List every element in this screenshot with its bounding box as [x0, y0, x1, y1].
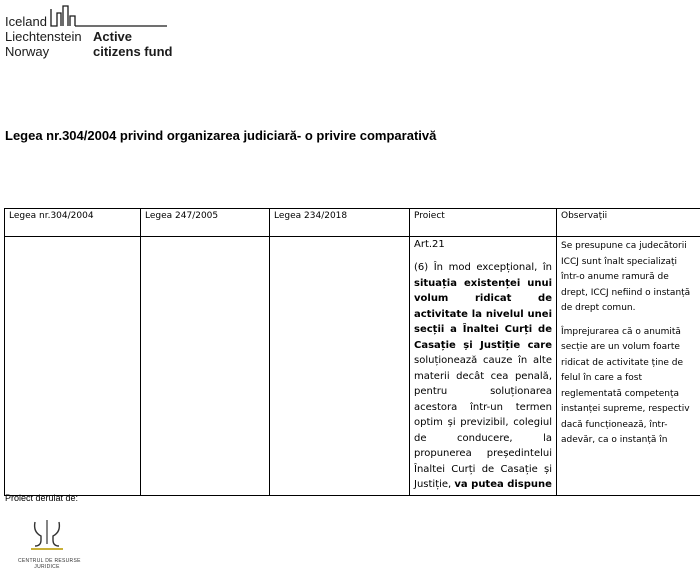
observation-paragraph: Împrejurarea că o anumită secție are un volum foarte ridicat de activitate ține de felul în care a fost reglementată competența instanței supreme, respectiv dacă funcționează, într-adevăr, ca o instanță în [561, 326, 690, 445]
document-title: Legea nr.304/2004 privind organizarea judiciară- o privire comparativă [5, 128, 437, 143]
fund-line-1: Active [93, 29, 133, 44]
crj-name-line-2: JURIDICE [34, 564, 60, 570]
proiect-text-bold: situația existenței unui volum ridicat de activitate la nivelul unei secții a Înaltei Curți de Casație și Justiție care [414, 277, 552, 351]
cell-observatii [557, 237, 700, 496]
fund-name [93, 29, 172, 59]
crj-name-line-1: CENTRUL DE RESURSE [18, 558, 81, 564]
cell-legea-234 [270, 237, 410, 496]
footer-label: Proiect derulat de: [5, 493, 79, 503]
country-liechtenstein: Liechtenstein [5, 29, 82, 44]
column-header: Observații [557, 209, 700, 237]
proiect-text-bold: va putea dispune [454, 479, 552, 490]
country-norway: Norway [5, 44, 50, 59]
fund-line-2: citizens fund [93, 44, 173, 59]
comparison-table [4, 208, 700, 496]
article-number: Art.21 [414, 239, 445, 250]
proiect-text-plain: (6) În mod excepțional, în [414, 262, 552, 273]
column-header: Proiect [410, 209, 557, 237]
column-header: Legea nr.304/2004 [5, 209, 141, 237]
cell-legea-247 [141, 237, 270, 496]
column-header: Legea 234/2018 [270, 209, 410, 237]
crj-name [18, 558, 81, 570]
country-iceland: Iceland [5, 14, 47, 29]
active-citizens-fund-logo [5, 4, 175, 60]
proiect-text-plain: soluționează cauze în alte materii decât cea penală, pentru soluționarea acestora într-un termen optim și previzibil, colegiul de conducere, la propunerea președintelui Înaltei Curți de Casație și Justiție, [414, 355, 552, 490]
table-row [5, 237, 700, 496]
observation-paragraph: Se presupune ca judecătorii ICCJ sunt înalt specializați într-o anume ramură de drept, ICCJ nefiind o instanță de drept comun. [561, 241, 691, 313]
eea-grants-mark-icon [49, 4, 167, 30]
cell-legea-304 [5, 237, 141, 496]
scales-of-justice-icon [27, 518, 67, 554]
cell-proiect [410, 237, 557, 496]
table-header-row [5, 209, 700, 237]
crj-logo [18, 518, 81, 576]
column-header: Legea 247/2005 [141, 209, 270, 237]
proiect-paragraph [414, 260, 552, 493]
